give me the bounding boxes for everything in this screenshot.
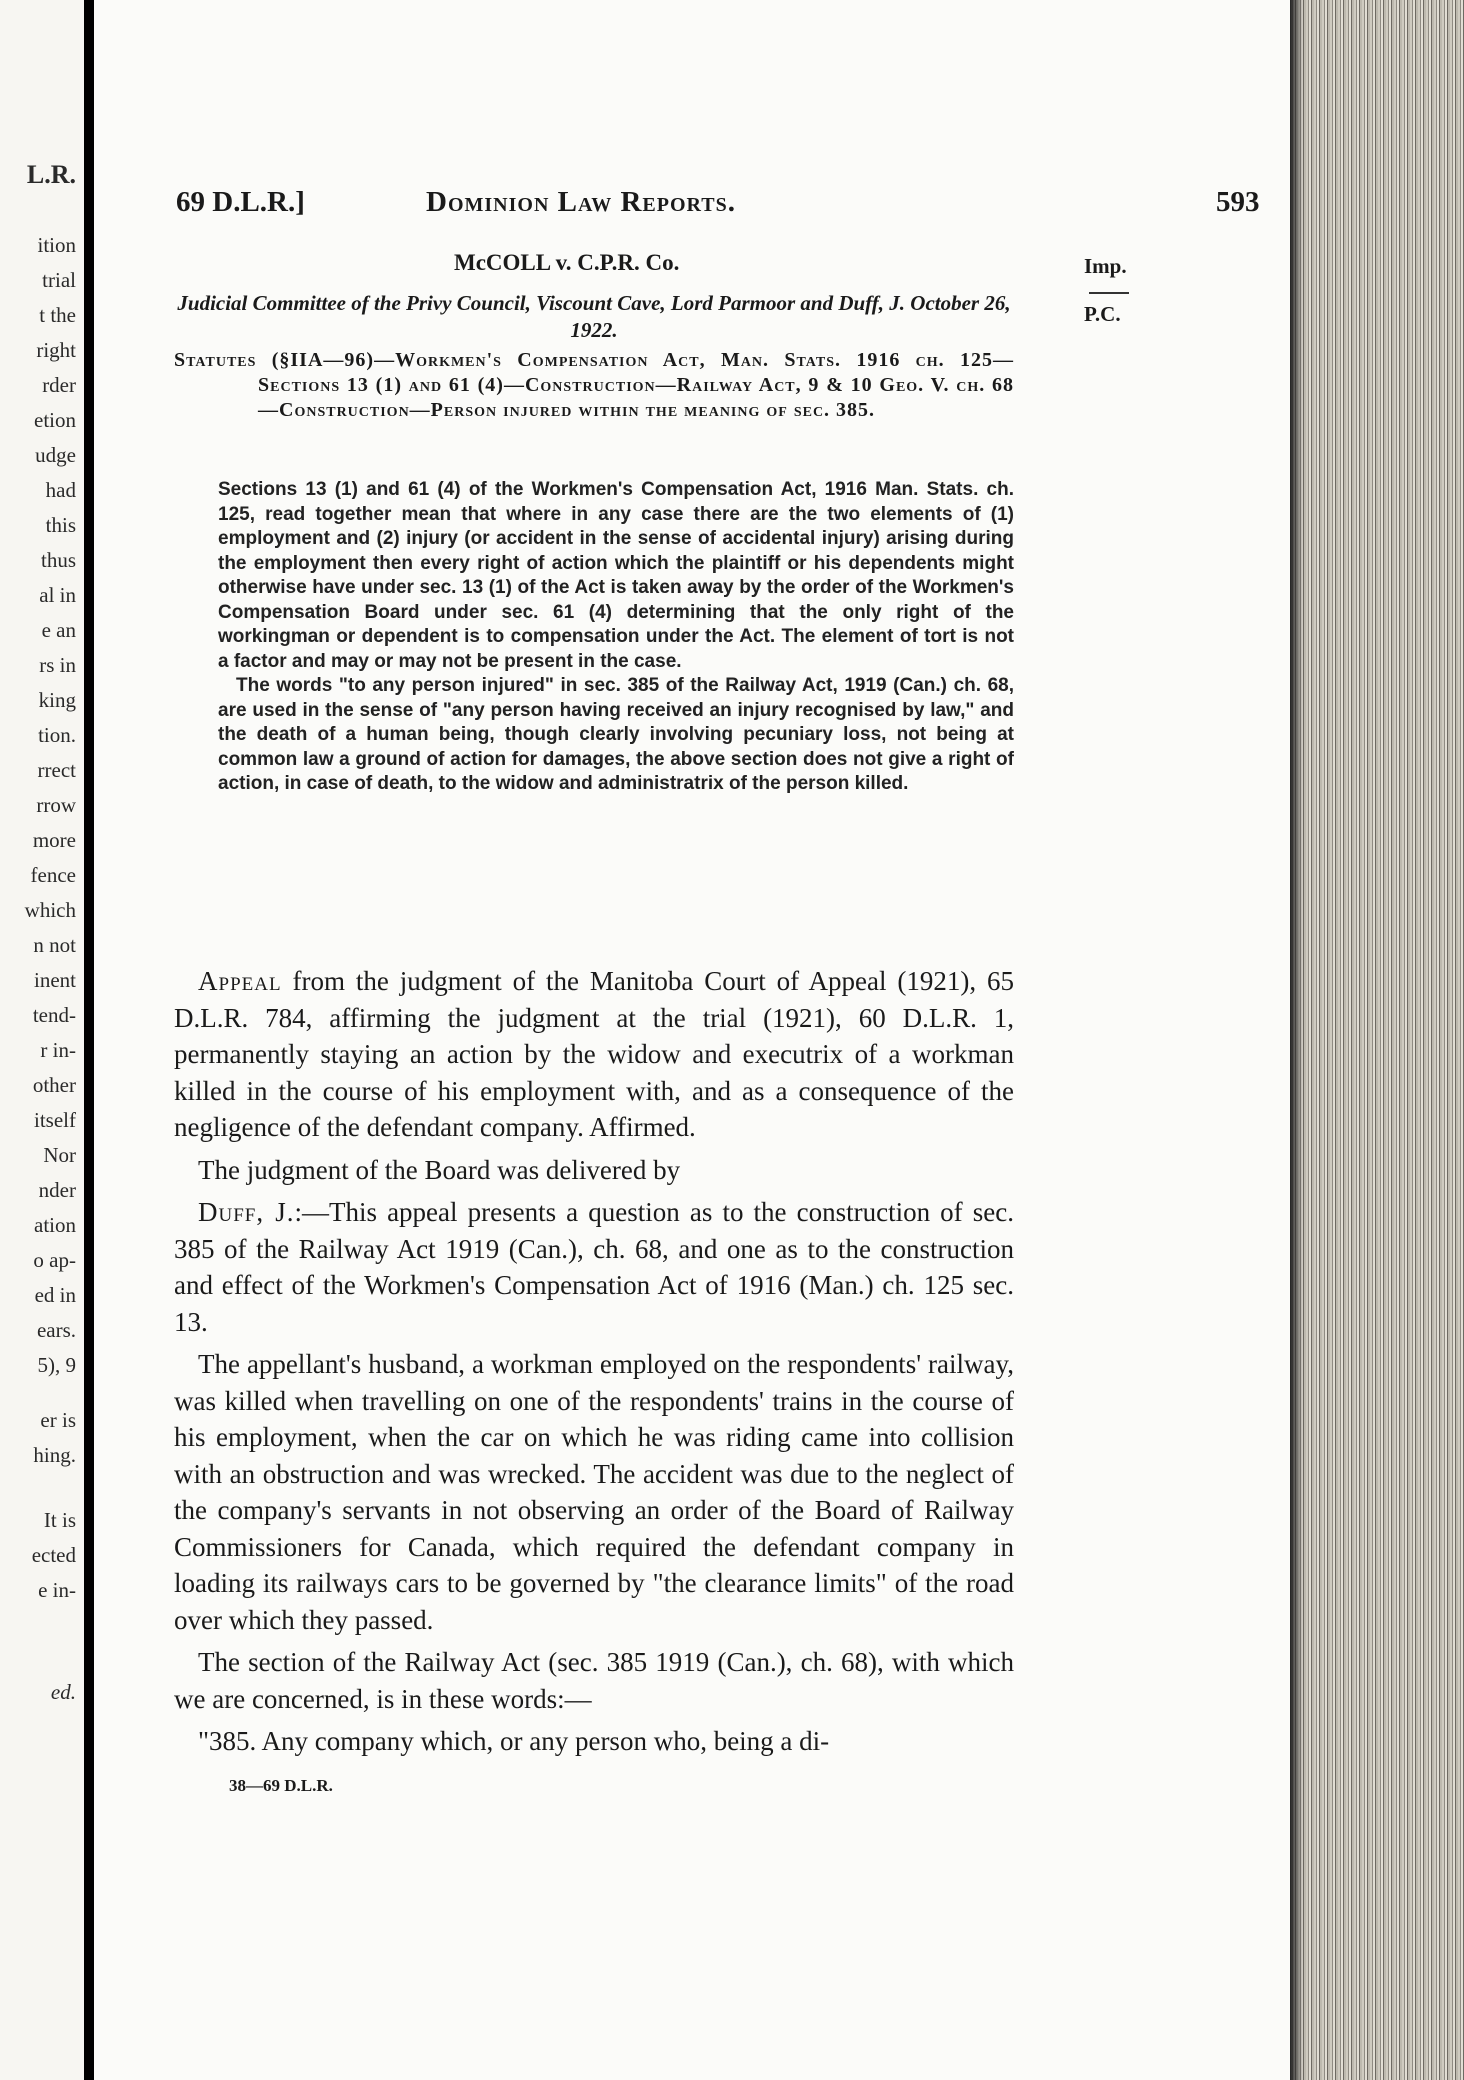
court-line: Judicial Committee of the Privy Council, Viscount Cave, Lord Parmoor and Duff, J. October 26, 1922. xyxy=(177,291,1011,342)
opinion-paragraph-1 xyxy=(174,1194,1014,1340)
facing-page-text: right xyxy=(36,338,76,362)
facing-page-text: It is xyxy=(43,1508,76,1532)
facing-page-text: ed in xyxy=(34,1283,76,1307)
facing-page-text: more xyxy=(32,828,76,852)
statutes-note xyxy=(174,348,1014,423)
facing-page-text: king xyxy=(38,688,76,712)
facing-page-text: tend- xyxy=(32,1003,76,1027)
facing-page-text: inent xyxy=(34,968,76,992)
facing-page-text: ected xyxy=(31,1543,76,1567)
facing-page-text: rrect xyxy=(37,758,76,782)
book-edge xyxy=(1290,0,1464,2080)
opinion-paragraph-3: The section of the Railway Act (sec. 385 1919 (Can.), ch. 68), with which we are concerned, is in these words:— xyxy=(174,1647,1014,1714)
facing-page-text: other xyxy=(32,1073,76,1097)
facing-page-text: t the xyxy=(39,303,76,327)
running-head xyxy=(176,186,1276,226)
side-note-jurisdiction: Imp. xyxy=(1084,254,1127,278)
facing-page-text: al in xyxy=(39,583,76,607)
signature-mark: 38—69 D.L.R. xyxy=(229,1776,333,1795)
facing-page-text: n not xyxy=(33,933,76,957)
facing-page-text: ation xyxy=(34,1213,76,1237)
headnote-paragraph: The words "to any person injured" in sec. 385 of the Railway Act, 1919 (Can.) ch. 68, are used in the sense of "any person having received an injury recognised by law," and the death of a human being, though clearly involving pecuniary loss, not being at common law a ground of action for damages, the above section does not give a right of action, in case of death, to the widow and administratrix of the person killed. xyxy=(218,675,1014,794)
facing-page-text: er is xyxy=(40,1408,76,1432)
facing-page-text: ition xyxy=(37,233,76,257)
statute-quote: "385. Any company which, or any person who, being a di- xyxy=(198,1726,830,1756)
facing-page-text: rder xyxy=(42,373,76,397)
facing-page-text: Nor xyxy=(43,1143,76,1167)
judgment-body xyxy=(174,963,1014,1766)
facing-page-text: e in- xyxy=(38,1578,76,1602)
page-number: 593 xyxy=(1216,186,1260,218)
facing-page-text: rrow xyxy=(36,793,76,817)
facing-page-text: itself xyxy=(34,1108,76,1132)
judge-name: Duff, J. xyxy=(198,1197,295,1227)
opinion-text-1: :—This appeal presents a question as to the construction of sec. 385 of the Railway Act 1919 (Can.), ch. 68, and one as to the construction and effect of the Workmen's Compensation Act of 1916 (Man.) ch. 125 sec. 13. xyxy=(174,1197,1014,1337)
facing-page-text: 5), 9 xyxy=(37,1353,76,1377)
opinion-paragraph-2: The appellant's husband, a workman employed on the respondents' railway, was killed when travelling on one of the respondents' trains in the course of his employment, when the car on which he was riding came into collision with an obstruction and was wrecked. The accident was due to the neglect of the company's servants in not observing an order of the Board of Railway Commissioners for Canada, which required the defendant company in loading its railways cars to be governed by "the clearance limits" of the road over which they passed. xyxy=(174,1349,1014,1635)
facing-page-fragment xyxy=(0,0,84,2080)
headnote-paragraph: Sections 13 (1) and 61 (4) of the Workmen's Compensation Act, 1916 Man. Stats. ch. 125, read together mean that where in any case there are the two elements of (1) employment and (2) injury (or accident in the sense of accidental injury) arising during the employment then every right of action which the plaintiff or his dependents might otherwise have under sec. 13 (1) of the Act is taken away by the order of the Workmen's Compensation Board under sec. 61 (4) determining that the only right of the workingman or dependent is to compensation under the Act. The element of tort is not a factor and may or may not be present in the case. xyxy=(218,479,1014,672)
facing-page-text: which xyxy=(24,898,76,922)
statutes-text: Statutes (§IIA—96)—Workmen's Compensation Act, Man. Stats. 1916 ch. 125—Sections 13 (1) and 61 (4)—Construction—Railway Act, 9 & 10 Geo. V. ch. 68—Construction—Person injured within the meaning of sec. 385. xyxy=(174,349,1014,421)
side-note-court: P.C. xyxy=(1084,302,1121,326)
facing-page-text: had xyxy=(45,478,76,502)
appeal-paragraph xyxy=(174,963,1014,1146)
publication-title: Dominion Law Reports. xyxy=(426,186,736,218)
facing-page-text: e an xyxy=(41,618,76,642)
appeal-text: from the judgment of the Manitoba Court of Appeal (1921), 65 D.L.R. 784, affirming the judgment at the trial (1921), 60 D.L.R. 1, permanently staying an action by the widow and executrix of a workman killed in the course of his employment with, and as a consequence of the negligence of the defendant company. Affirmed. xyxy=(174,966,1014,1142)
side-note-divider xyxy=(1089,292,1129,294)
facing-page-text: udge xyxy=(35,443,76,467)
appeal-lead: Appeal xyxy=(198,966,282,996)
facing-page-text: trial xyxy=(42,268,76,292)
facing-page-text: thus xyxy=(40,548,76,572)
facing-page-text: r in- xyxy=(40,1038,76,1062)
facing-page-text: hing. xyxy=(33,1443,76,1467)
case-title: McCOLL v. C.P.R. Co. xyxy=(454,250,680,275)
volume-reference: 69 D.L.R.] xyxy=(176,186,305,218)
facing-page-text: ed. xyxy=(50,1680,76,1704)
delivered-line: The judgment of the Board was delivered by xyxy=(198,1154,681,1185)
facing-page-text: L.R. xyxy=(26,160,76,189)
facing-page-text: tion. xyxy=(38,723,76,747)
book-page xyxy=(94,0,1290,2080)
facing-page-text: fence xyxy=(30,863,76,887)
facing-page-text: rs in xyxy=(39,653,76,677)
facing-page-text: nder xyxy=(38,1178,76,1202)
facing-page-text: o ap- xyxy=(33,1248,76,1272)
headnote xyxy=(218,478,1014,797)
facing-page-text: etion xyxy=(34,408,76,432)
facing-page-text: ears. xyxy=(36,1318,76,1342)
facing-page-text: this xyxy=(45,513,76,537)
